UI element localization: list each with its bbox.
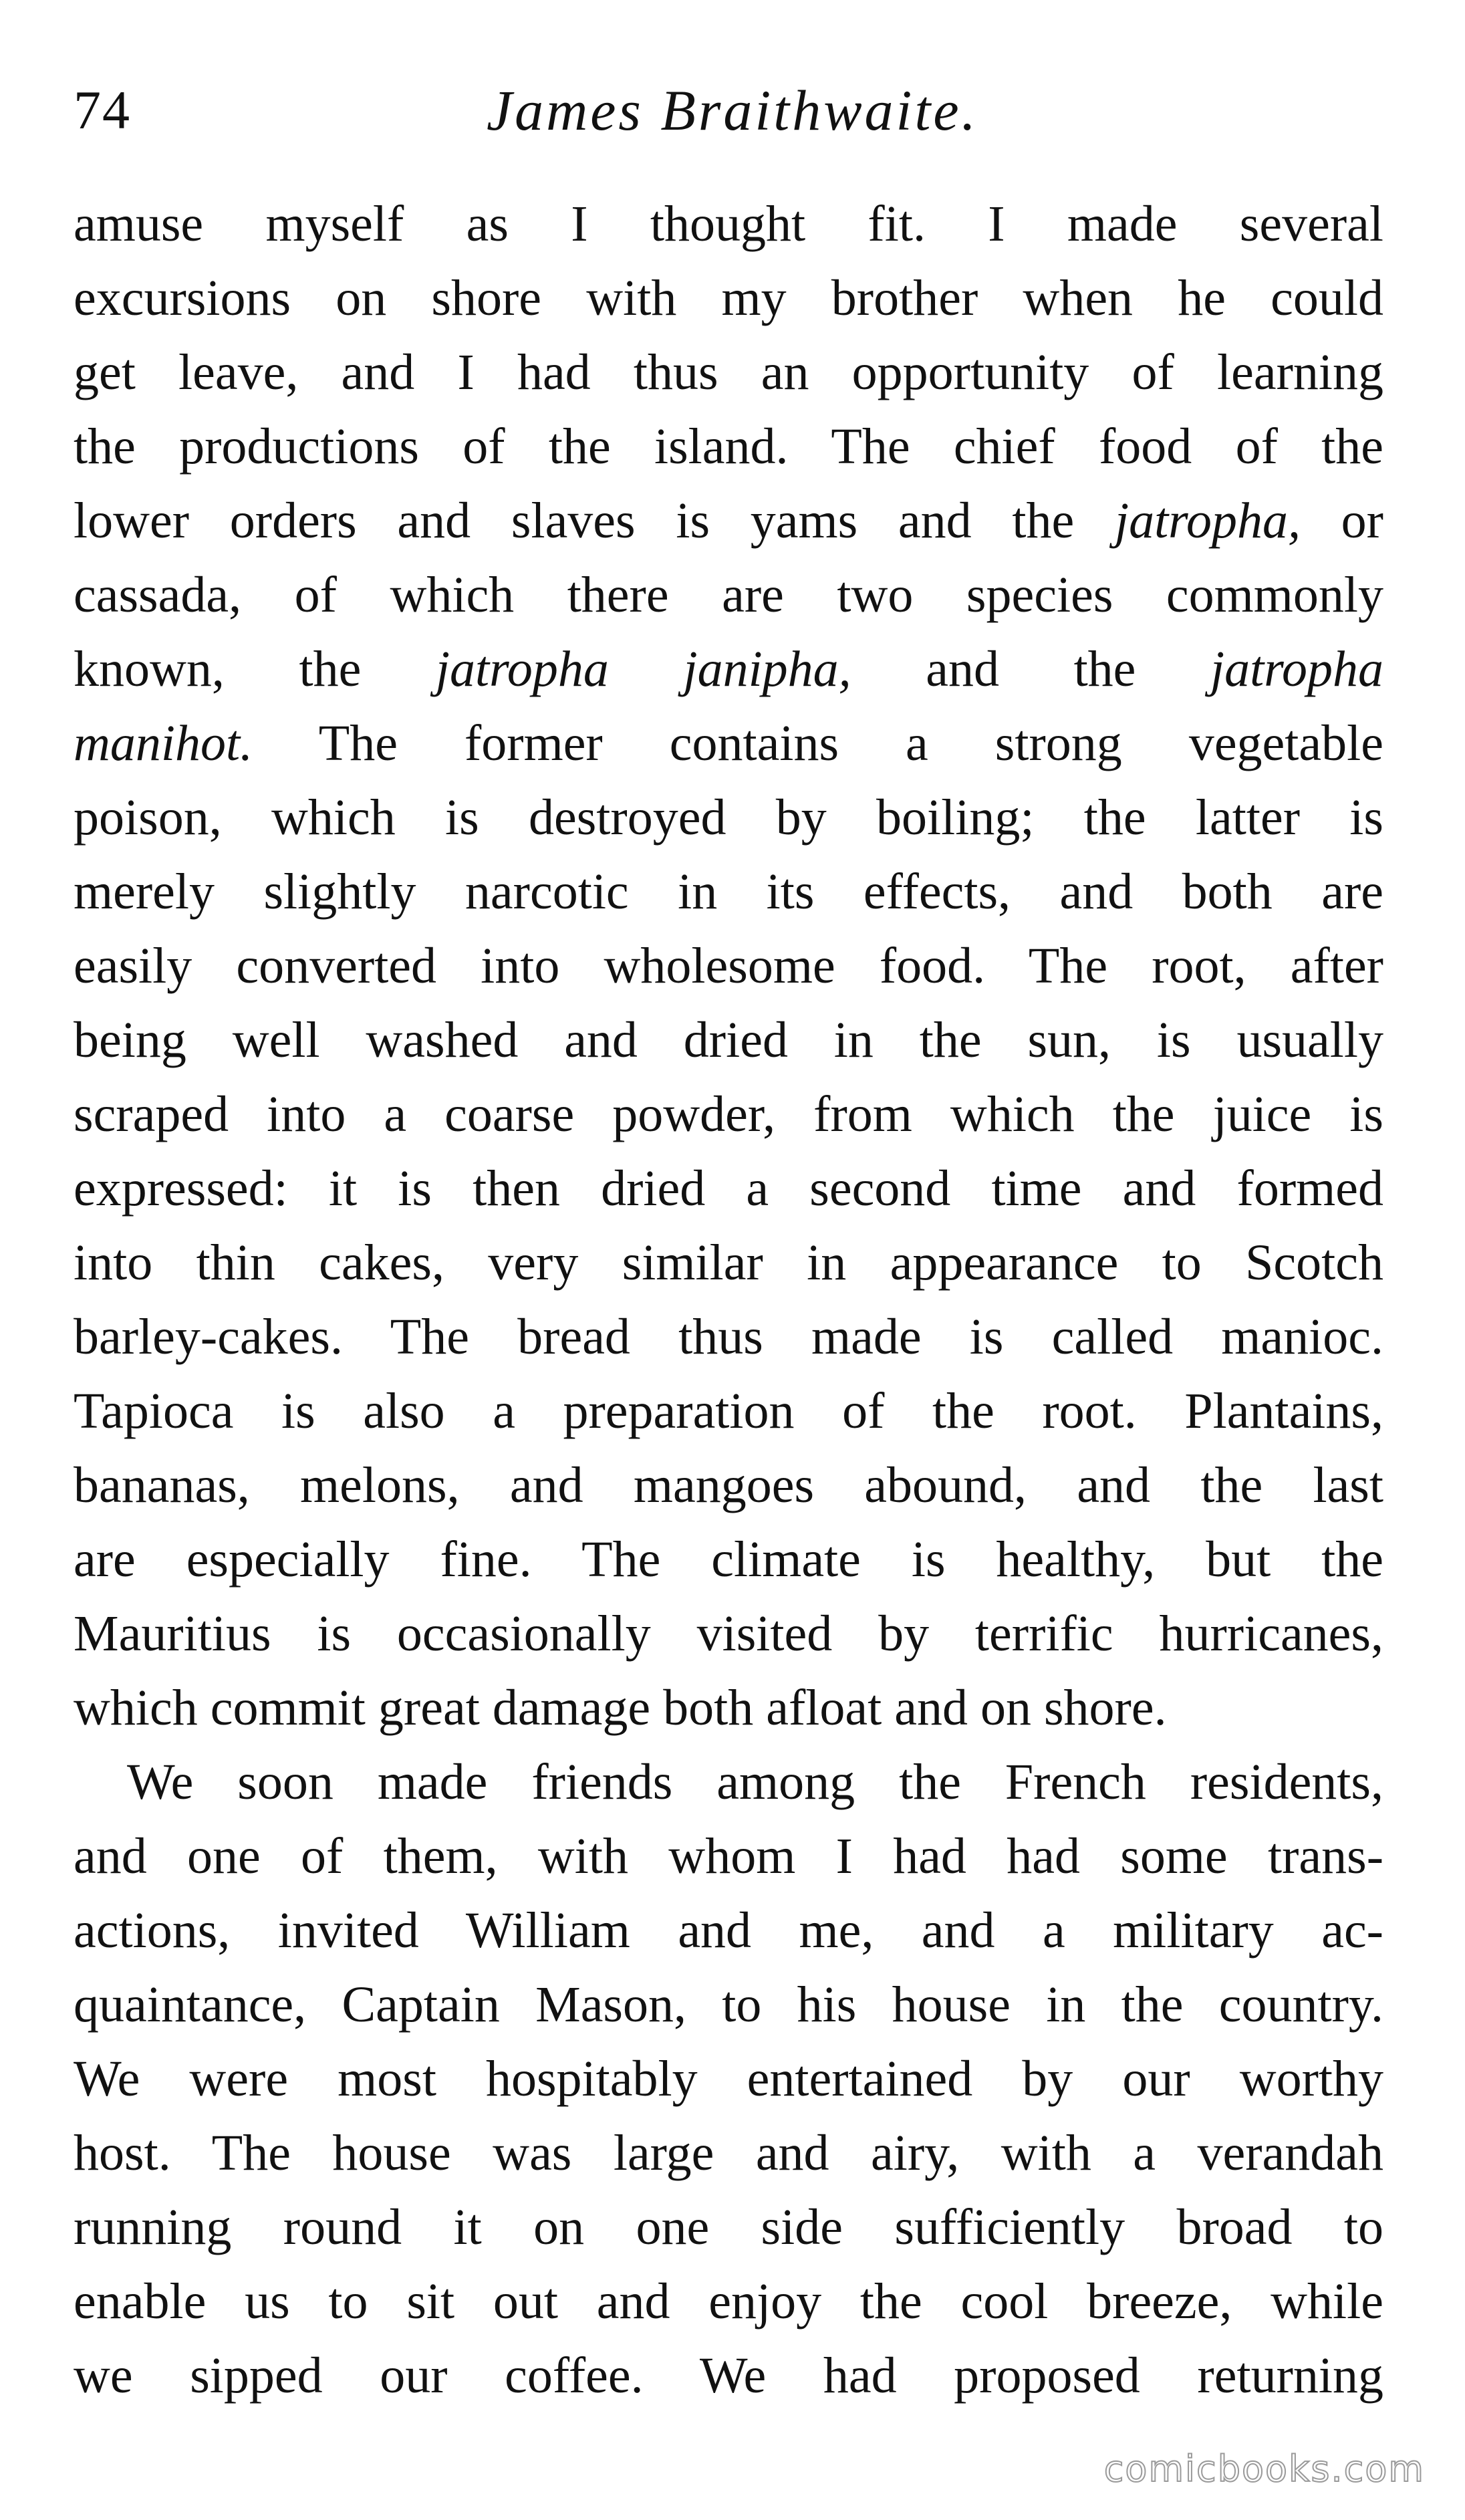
- text-line: [74, 1078, 1383, 1152]
- text-line: [74, 1003, 1383, 1078]
- text-line: [74, 1597, 1383, 1671]
- text-run: actions, invited William and me, and a military ac-: [74, 1902, 1383, 1959]
- italic-term: jatropha,: [1114, 493, 1301, 549]
- text-run: easily converted into wholesome food. The root, after: [74, 938, 1383, 994]
- text-run: enable us to sit out and enjoy the cool breeze, while: [74, 2273, 1383, 2329]
- text-run: scraped into a coarse powder, from which the juice is: [74, 1086, 1383, 1142]
- text-run: excursions on shore with my brother when he could: [74, 270, 1383, 326]
- text-run: are especially fine. The climate is healthy, but the: [74, 1531, 1383, 1588]
- text-line: [74, 1374, 1383, 1448]
- italic-term: manihot.: [74, 715, 253, 771]
- text-run: merely slightly narcotic in its effects, and both are: [74, 864, 1383, 920]
- text-run: get leave, and I had thus an opportunity of learning: [74, 344, 1383, 400]
- text-line: [74, 1894, 1383, 1968]
- text-run: running round it on one side sufficiently broad to: [74, 2199, 1383, 2255]
- text-line: [74, 781, 1383, 855]
- text-run: and the: [851, 641, 1210, 697]
- text-line: [74, 1819, 1383, 1894]
- text-line: [74, 558, 1383, 632]
- text-run: we sipped our coffee. We had proposed returning: [74, 2348, 1383, 2404]
- paragraph-1: [74, 187, 1383, 1745]
- text-line: [74, 2116, 1383, 2190]
- text-line: [74, 1152, 1383, 1226]
- text-run: We soon made friends among the French residents,: [127, 1754, 1383, 1810]
- text-line: [74, 261, 1383, 336]
- text-line: [74, 707, 1383, 781]
- text-line: [74, 1523, 1383, 1597]
- text-run: host. The house was large and airy, with a verandah: [74, 2125, 1383, 2181]
- text-run: The former contains a strong vegetable: [253, 715, 1383, 771]
- page-number: 74: [74, 80, 131, 140]
- text-line: [74, 1448, 1383, 1523]
- text-line: [74, 1226, 1383, 1300]
- text-line: [74, 2042, 1383, 2116]
- text-line: [74, 2265, 1383, 2339]
- body-text: [74, 187, 1383, 2413]
- text-line: [74, 187, 1383, 261]
- text-line: [74, 484, 1383, 558]
- text-line: [74, 929, 1383, 1003]
- text-run: the productions of the island. The chief food of the: [74, 418, 1383, 475]
- text-line: [74, 410, 1383, 484]
- text-run: We were most hospitably entertained by our worthy: [74, 2051, 1383, 2107]
- text-run: bananas, melons, and mangoes abound, and the last: [74, 1457, 1383, 1513]
- text-line: [74, 1671, 1383, 1745]
- text-run: being well washed and dried in the sun, is usually: [74, 1012, 1383, 1068]
- text-run: expressed: it is then dried a second time and formed: [74, 1160, 1383, 1217]
- text-line: [74, 632, 1383, 707]
- text-line: [74, 855, 1383, 929]
- running-title: James Braithwaite.: [486, 78, 979, 142]
- text-line: [74, 1300, 1383, 1374]
- text-run: known, the: [74, 641, 436, 697]
- text-run: lower orders and slaves is yams and the: [74, 493, 1115, 549]
- text-line: [74, 2339, 1383, 2413]
- text-run: poison, which is destroyed by boiling; the latter is: [74, 789, 1383, 846]
- text-run: and one of them, with whom I had had some trans-: [74, 1828, 1383, 1884]
- text-run: amuse myself as I thought fit. I made several: [74, 196, 1383, 252]
- text-run: or: [1300, 493, 1383, 549]
- text-line: [74, 1968, 1383, 2042]
- text-line: [74, 1745, 1383, 1819]
- text-run: Mauritius is occasionally visited by terrific hurricanes,: [74, 1606, 1383, 1662]
- text-run: quaintance, Captain Mason, to his house in the country.: [74, 1977, 1383, 2033]
- page-header: [74, 74, 1391, 147]
- text-run: cassada, of which there are two species commonly: [74, 567, 1383, 623]
- italic-term: jatropha janipha,: [435, 641, 851, 697]
- paragraph-2: [74, 1745, 1383, 2413]
- watermark: comicbooks.com: [1103, 2448, 1425, 2490]
- text-line: [74, 336, 1383, 410]
- text-line: [74, 2190, 1383, 2265]
- text-run: which commit great damage both afloat and on shore.: [74, 1680, 1167, 1736]
- text-run: Tapioca is also a preparation of the root. Plantains,: [74, 1383, 1383, 1439]
- text-run: into thin cakes, very similar in appearance to Scotch: [74, 1235, 1383, 1291]
- italic-term: jatropha: [1210, 641, 1383, 697]
- text-run: barley-cakes. The bread thus made is called manioc.: [74, 1309, 1383, 1365]
